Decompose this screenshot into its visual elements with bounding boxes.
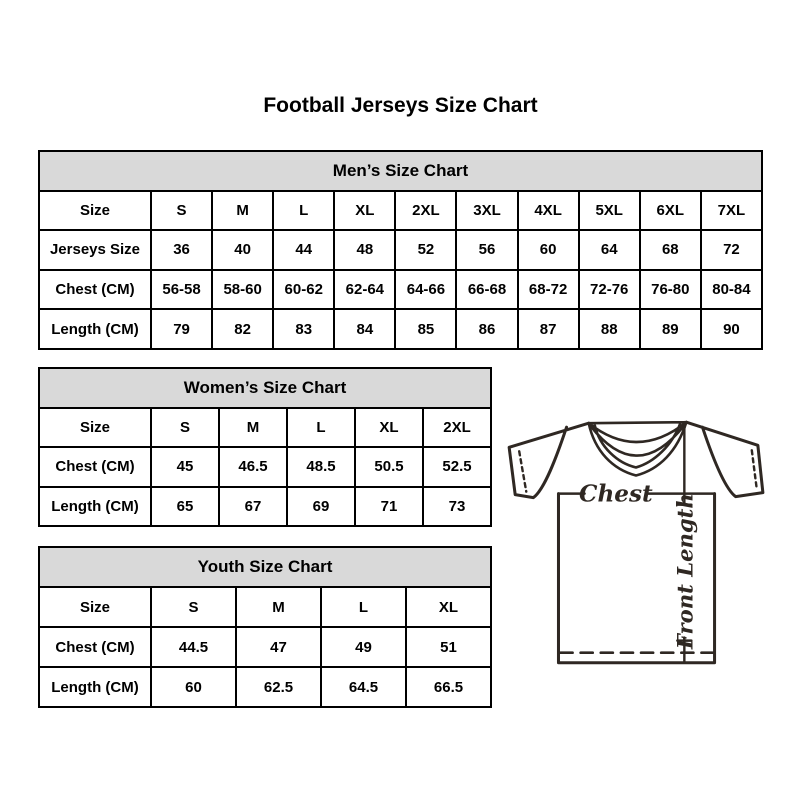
cell: 73 bbox=[423, 487, 491, 527]
cell: S bbox=[151, 191, 212, 231]
cell: 48 bbox=[334, 230, 395, 270]
cell: 87 bbox=[518, 309, 579, 349]
cell: 62-64 bbox=[334, 270, 395, 310]
cell: 89 bbox=[640, 309, 701, 349]
cell: S bbox=[151, 587, 236, 627]
jersey-outline bbox=[509, 422, 763, 663]
cell: 72 bbox=[701, 230, 762, 270]
table-row bbox=[39, 270, 762, 310]
cuff-stitch-left bbox=[519, 451, 526, 491]
cell: 85 bbox=[395, 309, 456, 349]
collar-outline bbox=[589, 422, 687, 475]
cell: 36 bbox=[151, 230, 212, 270]
row-label: Length (CM) bbox=[39, 667, 151, 707]
row-label: Chest (CM) bbox=[39, 627, 151, 667]
row-label: Length (CM) bbox=[39, 309, 151, 349]
cell: 40 bbox=[212, 230, 273, 270]
jersey-measurement-diagram bbox=[498, 403, 770, 695]
cell: XL bbox=[355, 408, 423, 448]
cell: 45 bbox=[151, 447, 219, 487]
cell: S bbox=[151, 408, 219, 448]
table-title: Men’s Size Chart bbox=[39, 151, 762, 191]
page-title: Football Jerseys Size Chart bbox=[263, 94, 538, 117]
row-label: Chest (CM) bbox=[39, 270, 151, 310]
cell: L bbox=[321, 587, 406, 627]
cell: 62.5 bbox=[236, 667, 321, 707]
table-title: Women’s Size Chart bbox=[39, 368, 491, 408]
row-label: Jerseys Size bbox=[39, 230, 151, 270]
cell: 64.5 bbox=[321, 667, 406, 707]
cell: 88 bbox=[579, 309, 640, 349]
cell: 2XL bbox=[395, 191, 456, 231]
cuff-stitch-right bbox=[752, 450, 757, 489]
row-label: Size bbox=[39, 587, 151, 627]
cell: 4XL bbox=[518, 191, 579, 231]
cell: 58-60 bbox=[212, 270, 273, 310]
cell: 5XL bbox=[579, 191, 640, 231]
table-row bbox=[39, 408, 491, 448]
row-label: Size bbox=[39, 408, 151, 448]
table-row bbox=[39, 587, 491, 627]
cell: 60 bbox=[518, 230, 579, 270]
cell: 71 bbox=[355, 487, 423, 527]
chest-label: Chest bbox=[579, 480, 653, 508]
cell: 82 bbox=[212, 309, 273, 349]
table-header-row bbox=[39, 547, 491, 587]
cell: 67 bbox=[219, 487, 287, 527]
table-row bbox=[39, 667, 491, 707]
cell: 66-68 bbox=[456, 270, 517, 310]
cell: 44.5 bbox=[151, 627, 236, 667]
table-row bbox=[39, 191, 762, 231]
cell: 48.5 bbox=[287, 447, 355, 487]
cell: L bbox=[287, 408, 355, 448]
cell: 66.5 bbox=[406, 667, 491, 707]
cell: 68-72 bbox=[518, 270, 579, 310]
row-label: Length (CM) bbox=[39, 487, 151, 527]
cell: XL bbox=[334, 191, 395, 231]
cell: XL bbox=[406, 587, 491, 627]
table-row bbox=[39, 487, 491, 527]
cell: 60 bbox=[151, 667, 236, 707]
table-row bbox=[39, 230, 762, 270]
cell: 83 bbox=[273, 309, 334, 349]
cell: M bbox=[212, 191, 273, 231]
cell: M bbox=[236, 587, 321, 627]
table-title: Youth Size Chart bbox=[39, 547, 491, 587]
mens-size-table bbox=[38, 150, 763, 350]
womens-size-table bbox=[38, 367, 492, 527]
cell: 2XL bbox=[423, 408, 491, 448]
cell: 46.5 bbox=[219, 447, 287, 487]
cell: 84 bbox=[334, 309, 395, 349]
cell: 65 bbox=[151, 487, 219, 527]
cell: 90 bbox=[701, 309, 762, 349]
table-row bbox=[39, 447, 491, 487]
cell: 76-80 bbox=[640, 270, 701, 310]
cell: 86 bbox=[456, 309, 517, 349]
cell: 50.5 bbox=[355, 447, 423, 487]
cell: 68 bbox=[640, 230, 701, 270]
front-length-label: Front Length bbox=[672, 493, 698, 650]
cell: 47 bbox=[236, 627, 321, 667]
youth-size-table bbox=[38, 546, 492, 708]
cell: 44 bbox=[273, 230, 334, 270]
table-header-row bbox=[39, 368, 491, 408]
cell: 72-76 bbox=[579, 270, 640, 310]
cell: 6XL bbox=[640, 191, 701, 231]
cell: 56 bbox=[456, 230, 517, 270]
cell: 56-58 bbox=[151, 270, 212, 310]
cell: L bbox=[273, 191, 334, 231]
table-row bbox=[39, 309, 762, 349]
table-row bbox=[39, 627, 491, 667]
table-header-row bbox=[39, 151, 762, 191]
cell: 69 bbox=[287, 487, 355, 527]
cell: 79 bbox=[151, 309, 212, 349]
cell: 3XL bbox=[456, 191, 517, 231]
cell: 60-62 bbox=[273, 270, 334, 310]
cell: 80-84 bbox=[701, 270, 762, 310]
cell: 64-66 bbox=[395, 270, 456, 310]
cell: 52 bbox=[395, 230, 456, 270]
row-label: Chest (CM) bbox=[39, 447, 151, 487]
cell: 51 bbox=[406, 627, 491, 667]
row-label: Size bbox=[39, 191, 151, 231]
cell: 64 bbox=[579, 230, 640, 270]
cell: 49 bbox=[321, 627, 406, 667]
cell: M bbox=[219, 408, 287, 448]
cell: 7XL bbox=[701, 191, 762, 231]
cell: 52.5 bbox=[423, 447, 491, 487]
